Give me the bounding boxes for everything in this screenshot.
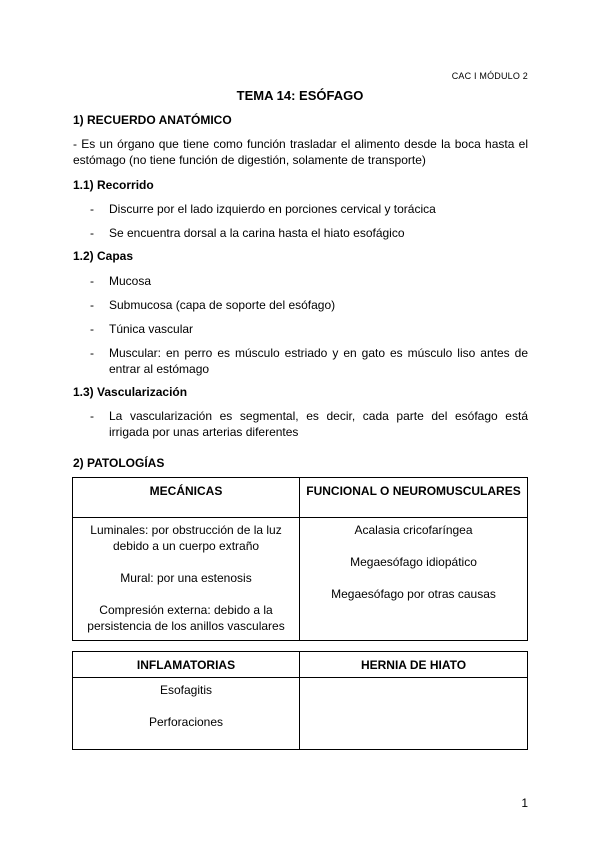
section-heading-pathologies: 2) PATOLOGÍAS	[73, 456, 165, 470]
cell-item: Esofagitis	[159, 683, 213, 697]
list-dash: -	[90, 409, 94, 423]
table-header-row	[73, 652, 528, 678]
header-functional: FUNCIONAL O NEUROMUSCULARES	[300, 478, 528, 518]
list-dash: -	[90, 202, 94, 216]
hiatal-hernia-cell	[300, 678, 528, 750]
mechanical-cell	[73, 518, 300, 641]
list-item-text: Submucosa (capa de soporte del esófago)	[109, 298, 336, 312]
list-item-text: La vascularización es segmental, es decir, cada parte del esófago está irrigada por unas arterias diferentes	[109, 409, 528, 439]
section-heading-vascularization: 1.3) Vascularización	[73, 385, 188, 399]
list-item-text: Se encuentra dorsal a la carina hasta el hiato esofágico	[109, 226, 405, 240]
list-item-text: Túnica vascular	[109, 322, 194, 336]
list-item-text: Muscular: en perro es músculo estriado y en gato es músculo liso antes de entrar al estómago	[109, 346, 528, 376]
list-dash: -	[90, 322, 94, 336]
anatomy-paragraph: - Es un órgano que tiene como función trasladar el alimento desde la boca hasta el estómago (no tiene función de digestión, solamente de transporte)	[73, 137, 528, 167]
section-heading-layers: 1.2) Capas	[73, 249, 134, 263]
inflammatory-cell	[73, 678, 300, 750]
list-dash: -	[90, 298, 94, 312]
header-inflammatory: INFLAMATORIAS	[73, 652, 300, 678]
table-row	[73, 678, 528, 750]
section-heading-anatomy: 1) RECUERDO ANATÓMICO	[73, 113, 232, 127]
page-number: 1	[521, 796, 528, 810]
list-dash: -	[90, 274, 94, 288]
cell-item: Compresión externa: debido a la persistencia de los anillos vasculares	[87, 603, 285, 633]
list-dash: -	[90, 226, 94, 240]
page-title: TEMA 14: ESÓFAGO	[236, 88, 364, 103]
pathologies-table-2	[72, 651, 528, 750]
header-mechanical: MECÁNICAS	[73, 478, 300, 518]
section-heading-route: 1.1) Recorrido	[73, 178, 154, 192]
table-row	[73, 518, 528, 641]
cell-item: Megaesófago idiopático	[350, 555, 477, 569]
cell-item: Acalasia cricofaríngea	[354, 523, 473, 537]
table-header-row	[73, 478, 528, 518]
list-item-text: Mucosa	[109, 274, 152, 288]
cell-item: Mural: por una estenosis	[120, 571, 252, 585]
header-hiatal-hernia: HERNIA DE HIATO	[300, 652, 528, 678]
cell-item: Perforaciones	[148, 715, 224, 729]
list-item-text: Discurre por el lado izquierdo en porciones cervical y torácica	[109, 202, 436, 216]
module-header: CAC I MÓDULO 2	[451, 71, 528, 81]
functional-cell	[300, 518, 528, 641]
cell-item: Megaesófago por otras causas	[331, 587, 496, 601]
cell-item: Luminales: por obstrucción de la luz debido a un cuerpo extraño	[90, 523, 282, 553]
list-dash: -	[90, 346, 94, 360]
pathologies-table-1	[72, 477, 528, 641]
